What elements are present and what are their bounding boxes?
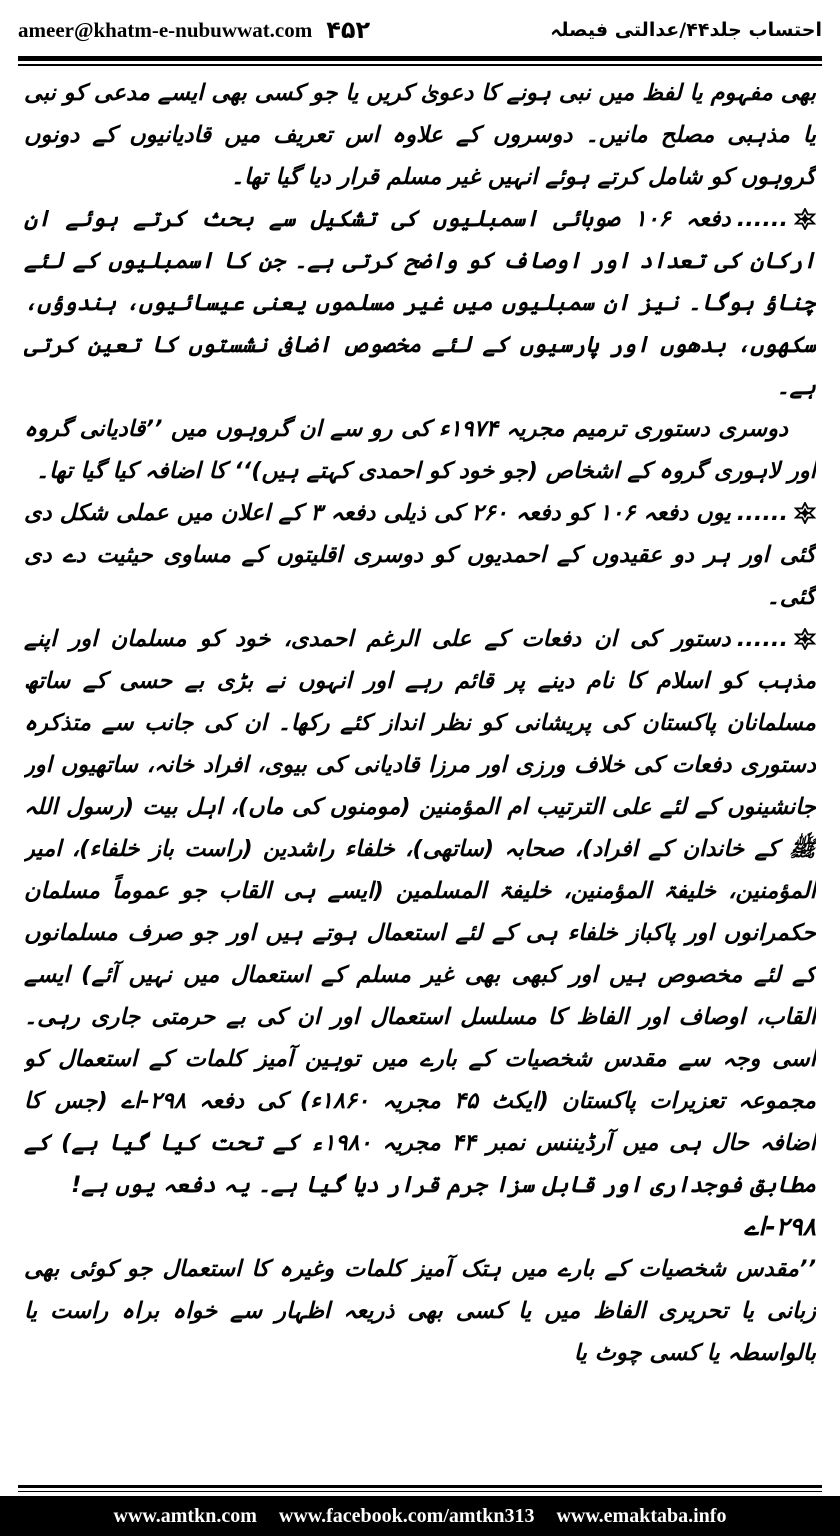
header-left — [18, 16, 370, 44]
footer-bar — [0, 1496, 840, 1536]
ellipsis: ...... — [736, 626, 788, 652]
footer-link-amtkn[interactable]: www.amtkn.com — [113, 1504, 257, 1527]
ellipsis: ...... — [736, 206, 788, 232]
header-email[interactable]: ameer@khatm-e-nubuwwat.com — [18, 17, 313, 42]
paragraph-5 — [24, 618, 816, 1206]
footer-rule-thin — [18, 1491, 822, 1492]
paragraph-6: ’’مقدس شخصیات کے بارے میں ہتک آمیز کلمات وغیرہ کا استعمال جو کوئی بھی زبانی یا تحریری الفاظ میں یا کسی بھی ذریعہ اظہار سے خواہ براہ راست یا بالواسطہ یا کسی چوٹ یا — [24, 1256, 816, 1366]
page-header — [18, 8, 822, 52]
paragraph-2-text: دفعہ ۱۰۶ صوبائی اسمبلیوں کی تشکیل سے بحث کرتے ہوئے ان ارکان کی تعداد اور اوصاف کو واضح کرتی ہے۔ جن کا اسمبلیوں کے لئے چناؤ ہوگا۔ نیز ان سمبلیوں میں غیر مسلموں یعنی عیسائیوں، ہندوؤں، سکھوں، بدھوں اور پارسیوں کے لئے مخصوص اضافی نشستوں کا تعین کرتی ہے۔ — [24, 206, 816, 400]
page-number: ۴۵۲ — [326, 16, 371, 44]
paragraph-5-text: دستور کی ان دفعات کے علی الرغم احمدی، خود کو مسلمان اور اپنے مذہب کو اسلام کا نام دینے پر قائم رہے اور انہوں نے بڑی بے حسی کے ساتھ مسلمانان پاکستان کی پریشانی کو نظر انداز کئے رکھا۔ ان کی جانب سے متذکرہ دستوری دفعات کی خلاف ورزی اور مرزا قادیانی کی بیوی، افراد خانہ، ساتھیوں اور جانشینوں کے لئے علی الترتیب ام المؤمنین (مومنوں کی ماں)، اہل بیت (رسول اللہ ﷺ کے خاندان کے افراد)، صحابہ (ساتھی)، خلفاء راشدین (راست باز خلفاء)، امیر المؤمنین، خلیفۃ المؤمنین، خلیفۃ المسلمین (ایسے ہی القاب جو عموماً مسلمان حکمرانوں اور پاکباز خلفاء ہی کے لئے استعمال ہوتے ہیں اور جو صرف مسلمانوں کے لئے مخصوص ہیں اور کبھی بھی غیر مسلم کے استعمال میں نہیں آئے) ایسے القاب، اوصاف اور الفاظ کا مسلسل استعمال اور ان کی بے حرمتی جاری رہی۔ اسی وجہ سے مقدس شخصیات کے بارے میں توہین آمیز کلمات کے استعمال کو مجموعہ تعزیرات پاکستان (ایکٹ ۴۵ مجریہ ۱۸۶۰ء) کی دفعہ ۲۹۸-اے (جس کا اضافہ حال ہی میں آرڈیننس نمبر ۴۴ مجریہ ۱۹۸۰ء کے تحت کیا گیا ہے) کے مطابق فوجداری اور قابل سزا جرم قرار دیا گیا ہے۔ یہ دفعہ یوں ہے! — [24, 626, 816, 1198]
paragraph-4 — [24, 492, 816, 618]
header-rule-thick — [18, 56, 822, 61]
paragraph-1: بھی مفہوم یا لفظ میں نبی ہونے کا دعویٰ کریں یا جو کسی بھی ایسے مدعی کو نبی یا مذہبی مصلح مانیں۔ دوسروں کے علاوہ اس تعریف میں قادیانیوں کے دونوں گروہوں کو شامل کرتے ہوئے انہیں غیر مسلم قرار دیا گیا تھا۔ — [24, 80, 816, 190]
footer-rule-thick — [18, 1485, 822, 1488]
paragraph-3: دوسری دستوری ترمیم مجریہ ۱۹۷۴ء کی رو سے ان گروہوں میں ’’قادیانی گروہ اور لاہوری گروہ کے اشخاص (جو خود کو احمدی کہتے ہیں)‘‘ کا اضافہ کیا گیا تھا۔ — [24, 416, 816, 484]
ellipsis: ...... — [736, 500, 789, 526]
star-ornament-icon — [794, 628, 816, 650]
page-body — [24, 72, 816, 1477]
star-ornament-icon — [794, 208, 816, 230]
header-rule-thin — [18, 64, 822, 66]
footer-link-emaktaba[interactable]: www.emaktaba.info — [556, 1504, 727, 1527]
section-heading: ۲۹۸-اے — [743, 1212, 816, 1241]
paragraph-4-text: یوں دفعہ ۱۰۶ کو دفعہ ۲۶۰ کی ذیلی دفعہ ۳ کے اعلان میں عملی شکل دی گئی اور ہر دو عقیدوں کے احمدیوں کو دوسری اقلیتوں کے مساوی حیثیت دے دی گئی۔ — [24, 500, 816, 610]
star-ornament-icon — [794, 502, 816, 524]
book-title: احتساب جلد۴۴/عدالتی فیصلہ — [550, 19, 822, 41]
footer-link-facebook[interactable]: www.facebook.com/amtkn313 — [278, 1504, 535, 1527]
paragraph-2 — [24, 198, 816, 408]
